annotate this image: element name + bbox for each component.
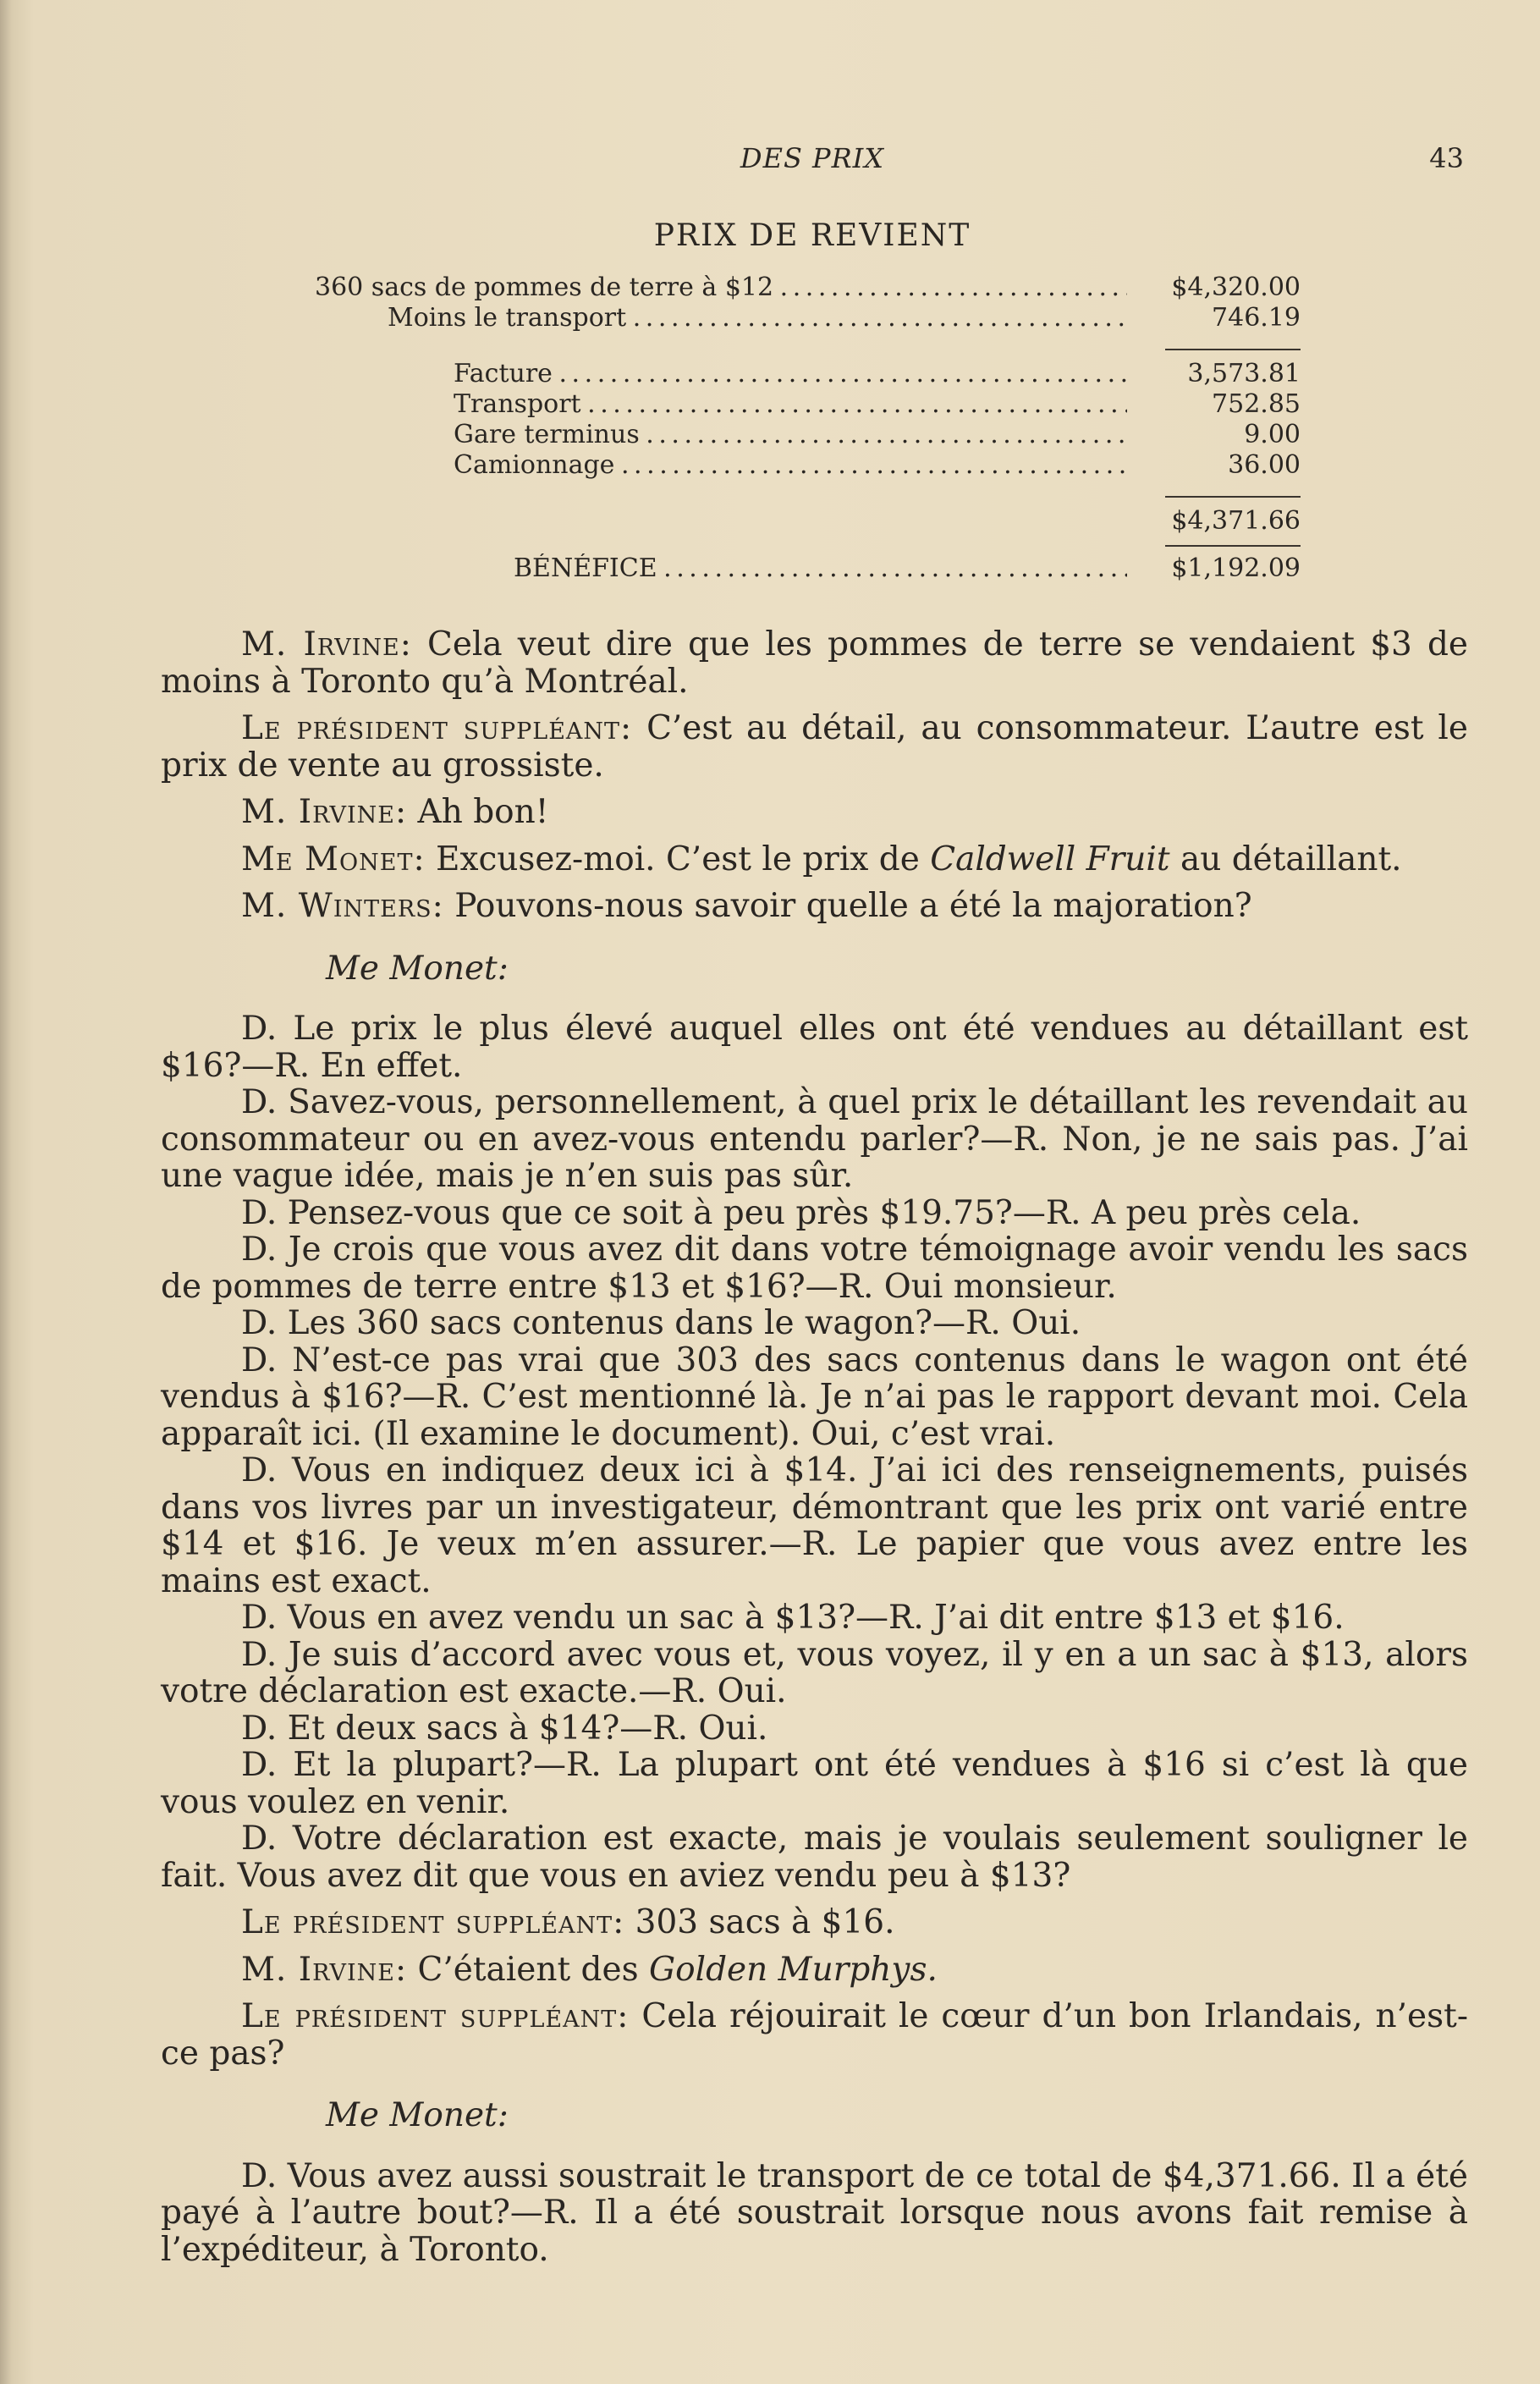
speaker: Le président suppléant: — [241, 709, 633, 747]
question: D. Et deux sacs à $14?—R. Oui. — [241, 1709, 768, 1748]
speech: Cela réjouirait le cœur d’un bon Irlandais, n’est-ce pas? — [161, 1997, 1468, 2073]
paragraph — [161, 841, 1468, 878]
paragraph — [161, 1952, 1468, 1989]
paragraph — [161, 1904, 1468, 1941]
row-amount: 752.85 — [1212, 389, 1301, 419]
interlocutor-heading: Me Monet: — [326, 949, 509, 988]
speech: C’est au détail, au consommateur. L’autre est le prix de vente au grossiste. — [161, 709, 1468, 785]
profit-amount: $1,192.09 — [1171, 553, 1301, 583]
question: D. Les 360 sacs contenus dans le wagon?—R. Oui. — [241, 1304, 1081, 1342]
row-label: Facture . . . — [454, 359, 1127, 389]
table-row — [315, 273, 1301, 303]
speech: C’étaient des — [407, 1950, 649, 1989]
speech: Ah bon! — [407, 793, 549, 831]
profit-label: BÉNÉFICE . . . — [514, 553, 1127, 584]
paragraph — [161, 710, 1468, 784]
row-amount: 3,573.81 — [1187, 359, 1301, 388]
question: D. Votre déclaration est exacte, mais je voulais seulement souligner le fait. Vous avez dit que vous en aviez vendu peu à $13? — [161, 1820, 1468, 1895]
row-label: 360 sacs de pommes de terre à $12 . . . — [315, 273, 1127, 303]
speech: Pouvons-nous savoir quelle a été la majoration? — [443, 887, 1252, 925]
table-row — [315, 420, 1301, 450]
speaker: M. Irvine: — [241, 793, 408, 831]
speaker: M. Winters: — [241, 887, 444, 925]
row-label: Transport . . . — [454, 389, 1127, 420]
cost-table — [315, 273, 1301, 584]
table-row — [315, 359, 1301, 389]
row-amount: 9.00 — [1244, 420, 1301, 449]
variety-name: Golden Murphys. — [648, 1950, 938, 1989]
speech: 303 sacs à $16. — [624, 1903, 895, 1941]
row-label: Moins le transport . . . — [388, 303, 1127, 333]
row-label: Camionnage . . . — [454, 450, 1127, 481]
row-amount: $4,320.00 — [1171, 273, 1301, 302]
rule-row — [315, 333, 1301, 359]
table-row — [315, 506, 1301, 537]
interlocutor-heading: Me Monet: — [326, 2096, 509, 2134]
speaker: M. Irvine: — [241, 1950, 408, 1989]
subtotal-rule — [1165, 349, 1301, 350]
row-amount: 746.19 — [1212, 303, 1301, 333]
question: D. N’est-ce pas vrai que 303 des sacs contenus dans le wagon ont été vendus à $16?—R. C’est mentionné là. Je n’ai pas le rapport devant moi. Cela apparaît ici. (Il examine le document). Oui, c’est vrai. — [161, 1341, 1468, 1453]
row-label: Gare terminus . . . — [454, 420, 1127, 450]
question: D. Vous en indiquez deux ici à $14. J’ai ici des renseignements, puisés dans vos livres par un investigateur, démontrant que les prix ont varié entre $14 et $16. Je veux m’en assurer.—R. Le papier que vous avez entre les mains est exact. — [161, 1451, 1468, 1600]
speech: Cela veut dire que les pommes de terre se vendaient $3 de moins à Toronto qu’à Montréal. — [161, 625, 1468, 701]
speaker: Le président suppléant: — [241, 1903, 625, 1941]
row-amount: 36.00 — [1228, 450, 1301, 480]
total-rule — [1165, 496, 1301, 498]
question: D. Le prix le plus élevé auquel elles ont été vendues au détaillant est $16?—R. En effet. — [161, 1010, 1468, 1085]
total-amount: $4,371.66 — [1171, 506, 1301, 536]
speaker: M. Irvine: — [241, 625, 412, 663]
company-name: Caldwell Fruit — [930, 840, 1170, 878]
table-row — [315, 553, 1301, 584]
question: D. Je suis d’accord avec vous et, vous voyez, il y en a un sac à $13, alors votre déclaration est exacte.—R. Oui. — [161, 1635, 1468, 1710]
question: D. Vous en avez vendu un sac à $13?—R. J’ai dit entre $13 et $16. — [241, 1599, 1345, 1637]
paragraph — [161, 1998, 1468, 2072]
table-row — [315, 303, 1301, 333]
question: D. Pensez-vous que ce soit à peu près $19.75?—R. A peu près cela. — [241, 1193, 1361, 1232]
section-title: PRIX DE REVIENT — [653, 218, 971, 253]
question: D. Savez-vous, personnellement, à quel prix le détaillant les revendait au consommateur ou en avez-vous entendu parler?—R. Non, je ne sais pas. J’ai une vague idée, mais je n’en suis pas sûr. — [161, 1083, 1468, 1195]
table-row — [315, 389, 1301, 420]
profit-rule — [1165, 545, 1301, 547]
question: D. Vous avez aussi soustrait le transport de ce total de $4,371.66. Il a été payé à l’autre bout?—R. Il a été soustrait lorsque nous avons fait remise à l’expéditeur, à Toronto. — [161, 2156, 1468, 2269]
speech: au détaillant. — [1169, 840, 1402, 878]
paragraph — [161, 888, 1468, 925]
rule-row — [315, 481, 1301, 506]
speech: Excusez-moi. C’est le prix de — [425, 840, 931, 878]
rule-row — [315, 537, 1301, 553]
speaker: Me Monet: — [241, 840, 426, 878]
speaker: Le président suppléant: — [241, 1997, 630, 2035]
table-row — [315, 450, 1301, 481]
body-text — [161, 626, 1468, 2268]
paragraph — [161, 626, 1468, 700]
paragraph — [161, 794, 1468, 831]
page-number: 43 — [1429, 142, 1464, 174]
question: D. Je crois que vous avez dit dans votre témoignage avoir vendu les sacs de pommes de terre entre $13 et $16?—R. Oui monsieur. — [161, 1231, 1468, 1306]
question: D. Et la plupart?—R. La plupart ont été vendues à $16 si c’est là que vous voulez en venir. — [161, 1746, 1468, 1821]
running-title: DES PRIX — [740, 142, 885, 174]
running-head — [161, 142, 1464, 184]
